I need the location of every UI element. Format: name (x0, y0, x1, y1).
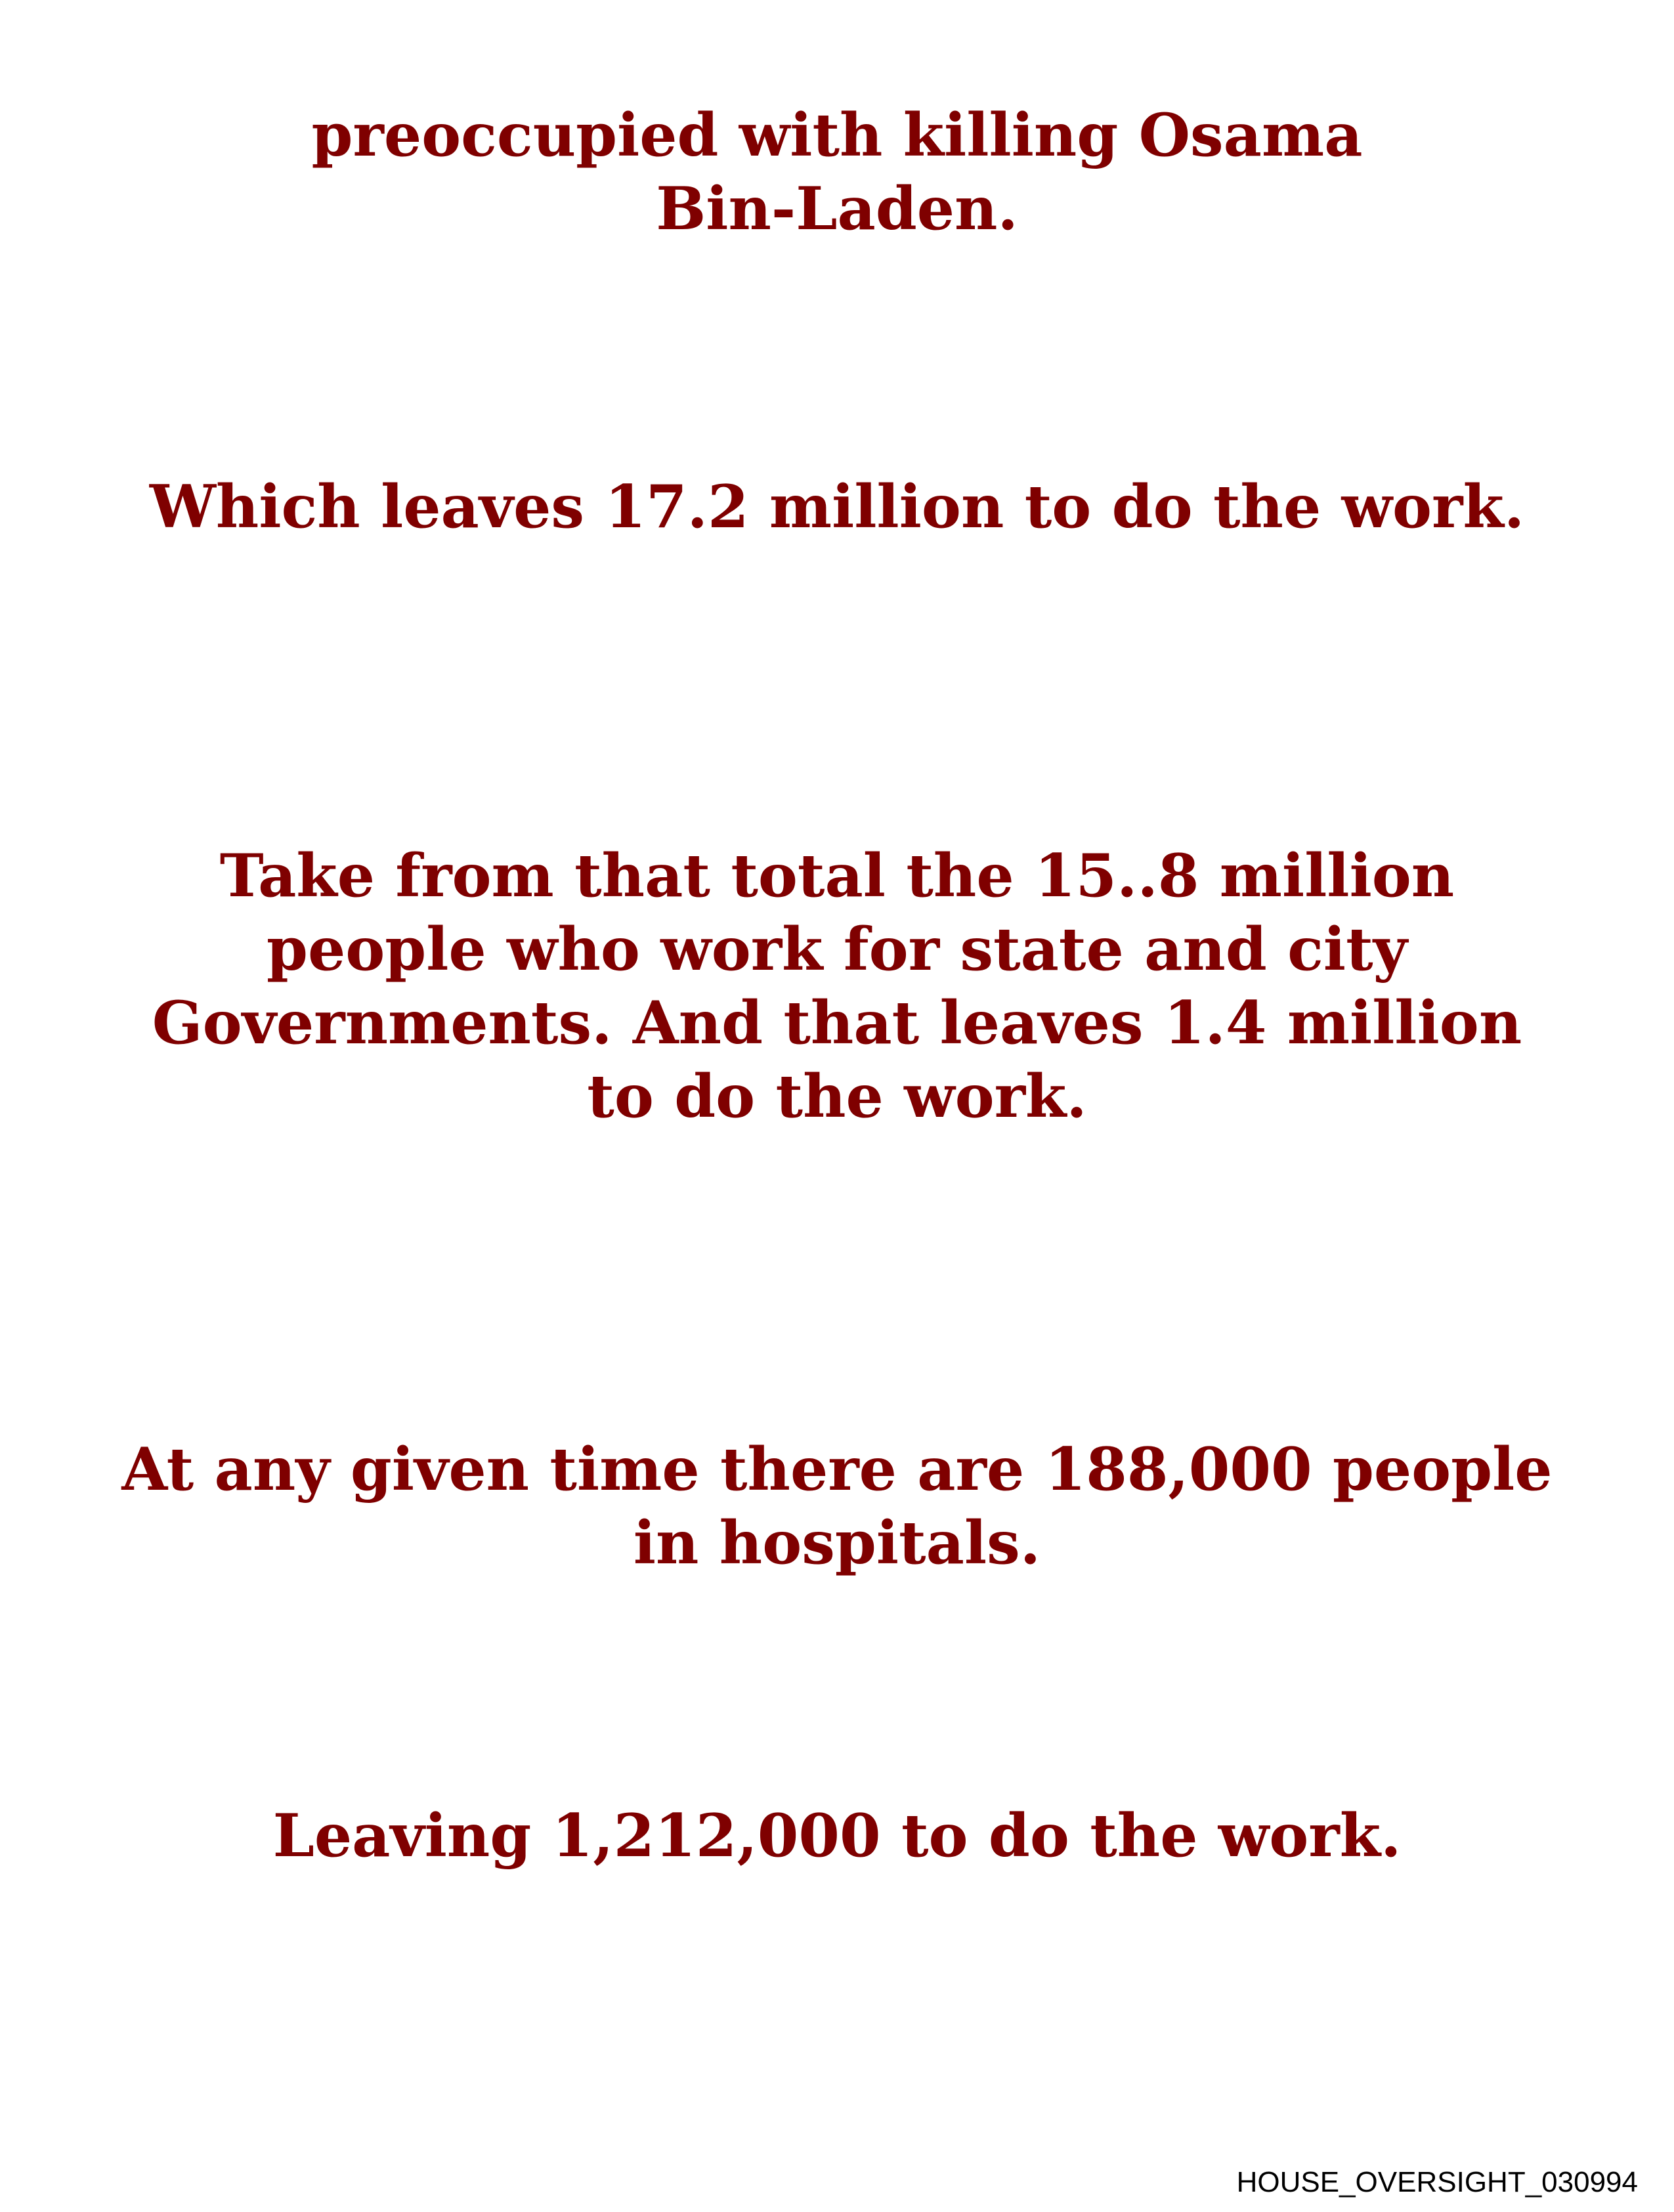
paragraph-state-city-governments (0, 839, 1674, 1133)
text-line: Which leaves 17.2 million to do the work. (149, 472, 1525, 542)
paragraph-17-2-million (0, 470, 1674, 544)
paragraph-leaving-1212000 (0, 1799, 1674, 1873)
bates-number: HOUSE_OVERSIGHT_030994 (1236, 2166, 1638, 2198)
text-line: people who work for state and city (267, 915, 1407, 984)
text-line: Governments. And that leaves 1.4 million (152, 988, 1522, 1058)
text-line: preoccupied with killing Osama (311, 100, 1363, 170)
text-line: in hospitals. (633, 1508, 1041, 1578)
paragraph-osama (0, 98, 1674, 246)
text-line: Take from that total the 15..8 million (219, 841, 1455, 911)
text-line: Bin-Laden. (656, 174, 1018, 244)
text-line: At any given time there are 188,000 people (121, 1435, 1553, 1504)
paragraph-hospitals (0, 1433, 1674, 1580)
text-line: to do the work. (587, 1062, 1087, 1131)
text-line: Leaving 1,212,000 to do the work. (272, 1801, 1402, 1871)
